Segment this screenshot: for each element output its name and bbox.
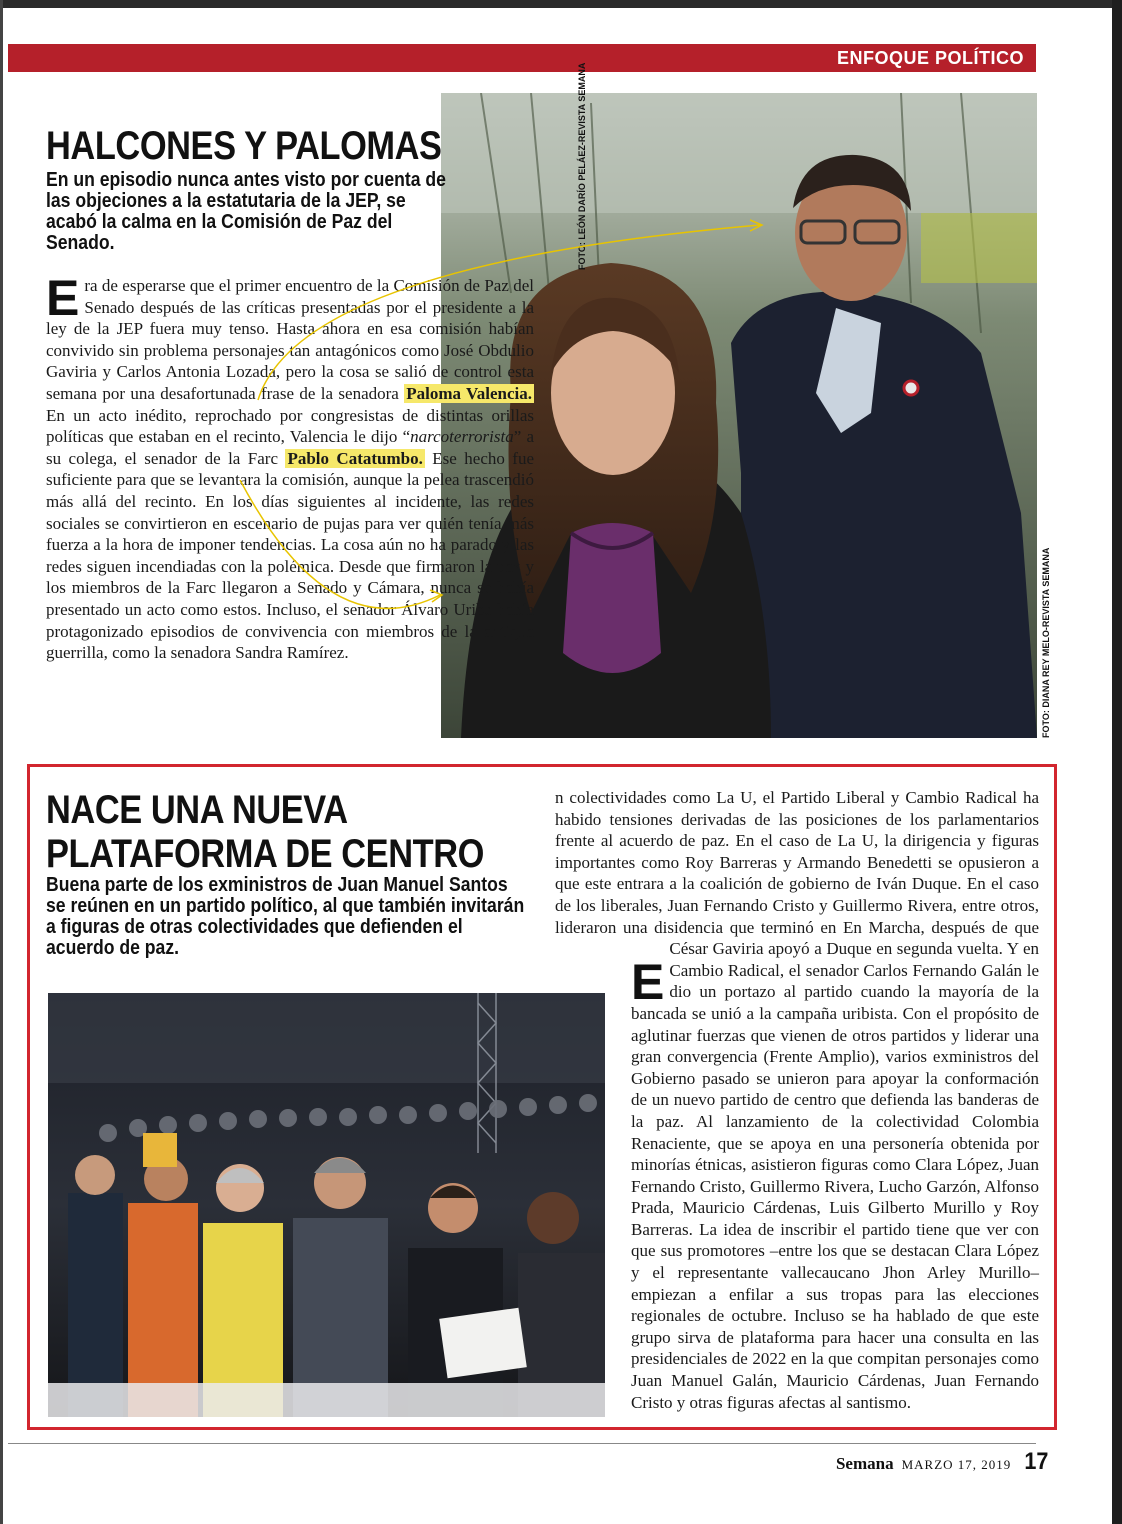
story1-deck: En un episodio nunca antes visto por cuenta de las objeciones a la estatutaria de la JEP, se acabó la calma en la Comisión de Paz del Senado.	[46, 169, 446, 254]
story1-body-part3: ” a su colega, el senador de la Farc	[46, 427, 535, 468]
story1-body-part2: En un acto inédito, reprochado por congresistas de distintas orillas políticas que estaban en el recinto, Valencia le dijo “	[46, 405, 534, 447]
story2-headline-line1: NACE UNA NUEVA	[46, 788, 348, 832]
story1-headline: HALCONES Y PALOMAS	[46, 124, 442, 168]
photo-launch-event	[48, 993, 605, 1417]
story2-body	[555, 787, 1039, 1459]
page-number: 17	[1024, 1448, 1049, 1475]
wrap-indent	[555, 959, 631, 1459]
page-edge-left	[0, 0, 3, 1524]
photo-launch-event-illustration	[48, 993, 605, 1417]
publication-name: Semana	[835, 1454, 894, 1473]
story1-body-part1: ra de esperarse que el primer encuentro de la Comisión de Paz del Senado después de las críticas presentadas por el presidente a la ley de la JEP fuera muy tenso. Hasta ahora en esa comisión habían convivido sin problema personajes tan antagónicos como José Obdulio Gaviria y Carlos Antonia Lozada, pero la cosa se salió de control esta semana por una desafortunada frase de la senadora	[46, 276, 534, 403]
page-footer	[836, 1448, 1050, 1476]
story2-headline-line2: PLATAFORMA DE CENTRO	[46, 832, 484, 876]
story1-quote: narcoterrorista	[410, 427, 514, 447]
story1-body	[46, 270, 535, 664]
photo-credit-top: FOTO: LEÓN DARÍO PELÁEZ-REVISTA SEMANA	[577, 62, 587, 270]
highlight-pablo-catatumbo: Pablo Catatumbo.	[287, 448, 423, 468]
story1-dropcap: E	[46, 270, 80, 326]
story2-body-text: n colectividades como La U, el Partido Liberal y Cambio Radical ha habido tensiones derivadas de las posiciones de los parlamentarios frente al acuerdo de paz. En el caso de La U, la dirigencia y figuras importantes como Roy Barreras y Armando Benedetti se opusieron a que este entrara a la coalición de gobierno de Iván Duque. En el caso de los liberales, Juan Fernando Cristo y Guillermo Rivera, entre otros, lideraron una disidencia que terminó en En Marcha, después de que César Gaviria apoyó a Duque en segunda vuelta. Y en Cambio Radical, el senador Carlos Fernando Galán le dio un portazo al partido cuando la mayoría de la bancada se unió a la campaña uribista. Con el propósito de aglutinar fuerzas que vienen de otros partidos y liderar una gran convergencia (Frente Amplio), varios exministros del Gobierno pasado se unieron para apoyar la conformación de un nuevo partido de centro que defienda las banderas de la paz. Al lanzamiento de la colectividad Colombia Renaciente, que se apoya en una personería obtenida por minorías étnicas, asistieron figuras como Clara López, Juan Fernando Cristo, Guillermo Rivera, Lucho Garzón, Alfonso Prada, Mauricio Cárdenas, Luis Gilberto Murillo y Roy Barreras. La idea de inscribir el partido tiene que ver con que sus promotores –entre los que se destacan Clara López y el representante vallecaucano Jhon Arley Murillo– empiezan a enfilar a sus tropas para las elecciones regionales de octubre. Incluso se ha hablado de que este grupo sirva de plataforma para hacer una consulta en las presidenciales de 2022 en la que compitan personajes como Juan Manuel Galán, Mauricio Cárdenas, Juan Fernando Cristo y otras figuras afectas al santismo.	[555, 788, 1039, 1412]
story2-dropcap: E	[631, 954, 665, 1010]
page-edge-right	[1112, 0, 1122, 1524]
story1-body-part4: Ese hecho fue suficiente para que se levantara la comisión, aunque la pelea trascendió más allá del recinto. En los días siguientes al incidente, las redes sociales se convirtieron en escenario de pujas para ver quién tenía más fuerza a la hora de imponer tendencias. La cosa aún no ha parado y las redes siguen incendiadas con la polémica. Desde que firmaron la paz y los miembros de la Farc llegaron a Senado y Cámara, nunca se había presentado un acto como estos. Incluso, el senador Álvaro Uribe había protagonizado episodios de convivencia con miembros de la antigua guerrilla, como la senadora Sandra Ramírez.	[46, 448, 535, 663]
issue-date: MARZO 17, 2019	[901, 1457, 1012, 1472]
footer-rule	[8, 1443, 1036, 1444]
section-bar	[8, 44, 1036, 72]
story2-deck: Buena parte de los exministros de Juan Manuel Santos se reúnen en un partido político, al que también invitarán a figuras de otras colectividades que defienden el acuerdo de paz.	[46, 874, 525, 959]
highlight-paloma-valencia: Paloma Valencia.	[406, 383, 533, 403]
photo-credit-bottom: FOTO: DIANA REY MELO-REVISTA SEMANA	[1041, 547, 1051, 738]
page-edge-top	[0, 0, 1122, 8]
section-label: ENFOQUE POLÍTICO	[836, 48, 1024, 68]
story2-headline	[46, 788, 484, 876]
